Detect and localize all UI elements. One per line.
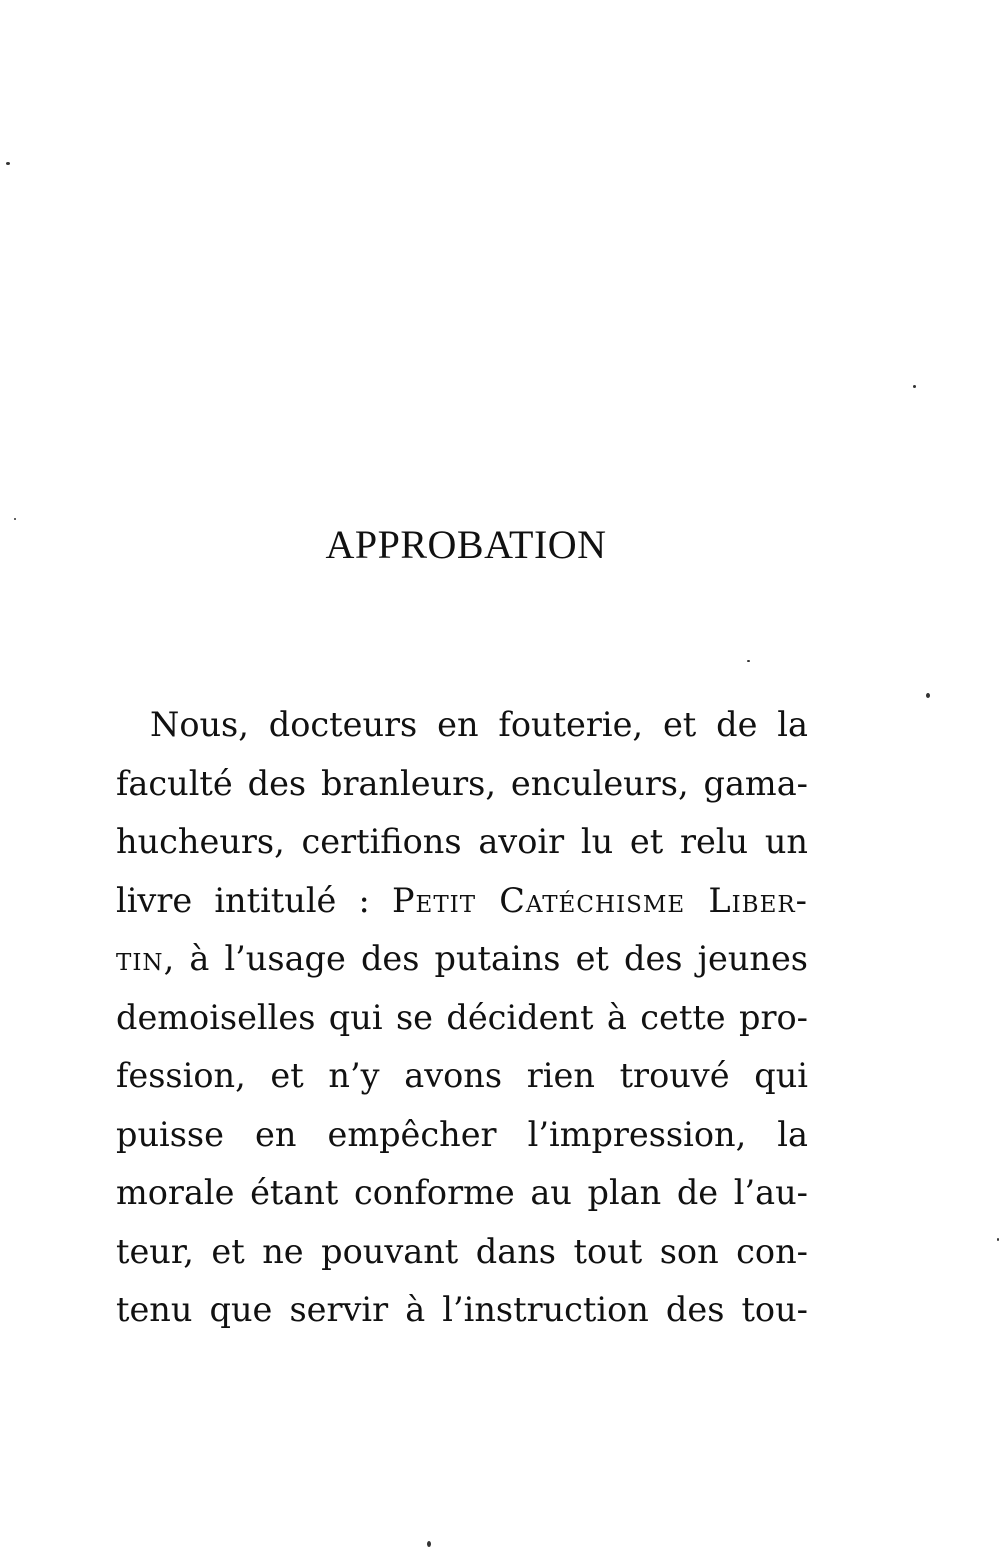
text-line: tenu que servir à l’instruction des tou-	[116, 1290, 808, 1329]
text-line: demoiselles qui se décident à cette pro-	[116, 997, 808, 1037]
scan-speck	[997, 1238, 999, 1241]
book-title-smallcaps: Petit Catéchisme Liber-	[391, 880, 808, 920]
text-line: puisse en empêcher l’impression, la	[116, 1114, 808, 1154]
text-line	[116, 930, 808, 989]
book-title-smallcaps: tin	[116, 939, 164, 978]
page-title: APPROBATION	[325, 522, 607, 567]
text-line: hucheurs, certifions avoir lu et relu un	[116, 822, 808, 861]
scan-speck	[427, 1541, 431, 1547]
scan-speck	[913, 385, 916, 388]
text-line: morale étant conforme au plan de l’au-	[116, 1173, 808, 1212]
scan-speck	[6, 162, 10, 165]
text-run: livre intitulé :	[116, 880, 392, 920]
text-line: faculté des branleurs, enculeurs, gama-	[116, 763, 808, 803]
text-line	[116, 872, 808, 931]
text-line: Nous, docteurs en fouterie, et de la	[150, 705, 808, 744]
body-paragraph	[116, 696, 808, 1340]
scan-speck	[14, 518, 16, 520]
text-line: teur, et ne pouvant dans tout son con-	[116, 1231, 808, 1271]
scan-speck	[747, 660, 750, 662]
text-run: , à l’usage des putains et des jeunes	[163, 939, 808, 978]
scan-speck	[926, 693, 930, 698]
text-line: fession, et n’y avons rien trouvé qui	[116, 1056, 808, 1095]
